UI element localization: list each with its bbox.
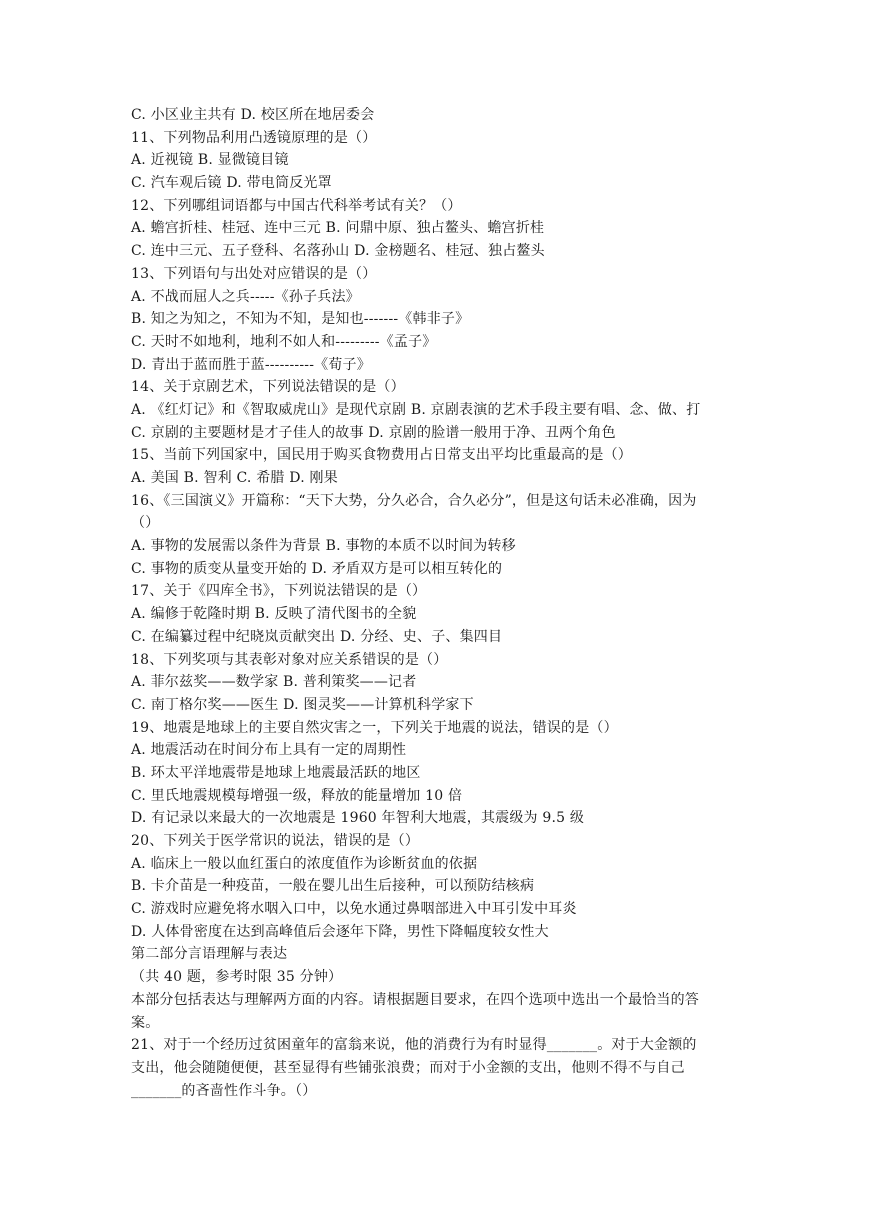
question-21-continued: _______的吝啬性作斗争。（） — [131, 1082, 317, 1099]
section-note: （共 40 题，参考时限 35 分钟） — [131, 969, 343, 986]
option-line: A. 美国 B. 智利 C. 希腊 D. 刚果 — [131, 470, 338, 486]
option-line: C. 事物的质变从量变开始的 D. 矛盾双方是可以相互转化的 — [131, 560, 503, 577]
question-20: 20、下列关于医学常识的说法，错误的是（） — [131, 833, 420, 849]
option-line: C. 京剧的主要题材是才子佳人的故事 D. 京剧的脸谱一般用于净、丑两个角色 — [131, 424, 616, 441]
question-17: 17、关于《四库全书》，下列说法错误的是（） — [131, 583, 427, 600]
option-line: C. 游戏时应避免将水咽入口中，以免水通过鼻咽部进入中耳引发中耳炎 — [131, 901, 577, 918]
option-line: C. 汽车观后镜 D. 带电筒反光罩 — [131, 175, 332, 192]
option-line: B. 知之为知之，不知为不知，是知也-------《韩非子》 — [131, 311, 470, 328]
question-14: 14、关于京剧艺术，下列说法错误的是（） — [131, 379, 405, 396]
option-line: B. 环太平洋地震带是地球上地震最活跃的地区 — [131, 764, 421, 781]
section-instructions: 本部分包括表达与理解两方面的内容。请根据题目要求，在四个选项中选出一个最恰当的答 — [131, 991, 699, 1008]
option-line: A. 不战而屈人之兵-----《孙子兵法》 — [131, 288, 360, 305]
option-line: C. 在编纂过程中纪晓岚贡献突出 D. 分经、史、子、集四目 — [131, 628, 503, 645]
option-line: A. 菲尔兹奖——数学家 B. 普利策奖——记者 — [131, 674, 417, 691]
option-line: A. 编修于乾隆时期 B. 反映了清代图书的全貌 — [131, 606, 417, 623]
question-21: 21、对于一个经历过贫困童年的富翁来说，他的消费行为有时显得_______。对于大金额的 — [131, 1037, 697, 1054]
text-line: C. 小区业主共有 D. 校区所在地居委会 — [131, 107, 375, 123]
option-line: C. 里氏地震规模每增强一级，释放的能量增加 10 倍 — [131, 787, 463, 804]
option-line: A. 蟾宫折桂、桂冠、连中三元 B. 问鼎中原、独占鳌头、蟾宫折桂 — [131, 220, 545, 237]
question-18: 18、下列奖项与其表彰对象对应关系错误的是（） — [131, 651, 448, 668]
option-line: C. 天时不如地利，地利不如人和---------《孟子》 — [131, 333, 437, 350]
question-21-continued: 支出，他会随随便便，甚至显得有些铺张浪费；而对于小金额的支出，他则不得不与自己 — [131, 1059, 685, 1076]
option-line: C. 南丁格尔奖——医生 D. 图灵奖——计算机科学家下 — [131, 696, 474, 713]
question-11: 11、下列物品利用凸透镜原理的是（） — [131, 129, 377, 146]
section-instructions-continued: 案。 — [131, 1014, 160, 1031]
option-line: A. 临床上一般以血红蛋白的浓度值作为诊断贫血的依据 — [131, 855, 478, 872]
question-16-continued: （） — [131, 515, 160, 532]
option-line: A. 地震活动在时间分布上具有一定的周期性 — [131, 742, 407, 759]
question-15: 15、当前下列国家中，国民用于购买食物费用占日常支出平均比重最高的是（） — [131, 447, 633, 464]
section-title: 第二部分言语理解与表达 — [131, 946, 288, 963]
option-line: D. 青出于蓝而胜于蓝----------《荀子》 — [131, 356, 371, 373]
question-19: 19、地震是地球上的主要自然灾害之一，下列关于地震的说法，错误的是（） — [131, 719, 618, 736]
option-line: A. 近视镜 B. 显微镜目镜 — [131, 152, 289, 169]
option-line: A. 事物的发展需以条件为背景 B. 事物的本质不以时间为转移 — [131, 538, 516, 555]
question-12: 12、下列哪组词语都与中国古代科举考试有关？（） — [131, 197, 462, 214]
option-line: D. 有记录以来最大的一次地震是 1960 年智利大地震，其震级为 9.5 级 — [131, 810, 585, 827]
question-16: 16、《三国演义》开篇称：“天下大势，分久必合，合久必分”，但是这句话未必准确，因为 — [131, 492, 697, 509]
option-line: C. 连中三元、五子登科、名落孙山 D. 金榜题名、桂冠、独占鳌头 — [131, 243, 545, 260]
question-13: 13、下列语句与出处对应错误的是（） — [131, 265, 377, 282]
option-line: B. 卡介苗是一种疫苗，一般在婴儿出生后接种，可以预防结核病 — [131, 878, 535, 895]
option-line: A. 《红灯记》和《智取威虎山》是现代京剧 B. 京剧表演的艺术手段主要有唱、念、做、打 — [131, 401, 701, 418]
document-page — [131, 104, 741, 1102]
option-line: D. 人体骨密度在达到高峰值后会逐年下降，男性下降幅度较女性大 — [131, 923, 549, 940]
